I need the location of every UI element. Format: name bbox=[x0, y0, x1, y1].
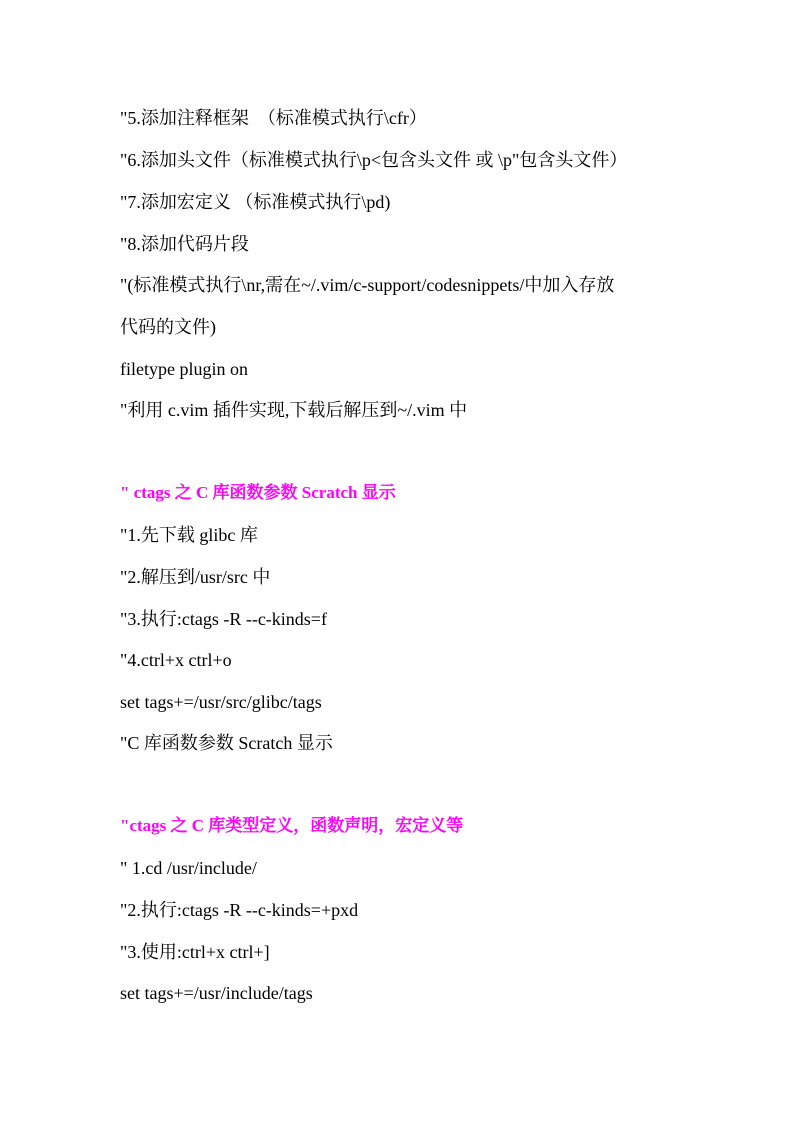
text-line: 代码的文件) bbox=[120, 317, 216, 337]
text-line: set tags+=/usr/include/tags bbox=[120, 983, 313, 1003]
text-line: "4.ctrl+x ctrl+o bbox=[120, 650, 232, 670]
section-heading: " ctags 之 C 库函数参数 Scratch 显示 bbox=[120, 483, 396, 502]
text-line: "(标准模式执行\nr,需在~/.vim/c-support/codesnippets/中加入存放 bbox=[120, 275, 615, 295]
text-line: "利用 c.vim 插件实现,下载后解压到~/.vim 中 bbox=[120, 400, 468, 420]
text-line: "C 库函数参数 Scratch 显示 bbox=[120, 733, 333, 753]
text-line: "6.添加头文件（标准模式执行\p<包含头文件 或 \p"包含头文件） bbox=[120, 150, 628, 170]
text-line: filetype plugin on bbox=[120, 359, 248, 379]
text-line: "5.添加注释框架 （标准模式执行\cfr） bbox=[120, 108, 427, 128]
text-line: "2.解压到/usr/src 中 bbox=[120, 567, 271, 587]
text-line: "2.执行:ctags -R --c-kinds=+pxd bbox=[120, 900, 359, 920]
text-line: "3.执行:ctags -R --c-kinds=f bbox=[120, 609, 327, 629]
text-line: "7.添加宏定义 （标准模式执行\pd) bbox=[120, 192, 391, 212]
section-heading: "ctags 之 C 库类型定义，函数声明，宏定义等 bbox=[120, 816, 464, 835]
text-line: "1.先下载 glibc 库 bbox=[120, 525, 258, 545]
text-line: "3.使用:ctrl+x ctrl+] bbox=[120, 942, 270, 962]
text-line: "8.添加代码片段 bbox=[120, 234, 249, 254]
text-line: " 1.cd /usr/include/ bbox=[120, 858, 257, 878]
text-line: set tags+=/usr/src/glibc/tags bbox=[120, 692, 322, 712]
